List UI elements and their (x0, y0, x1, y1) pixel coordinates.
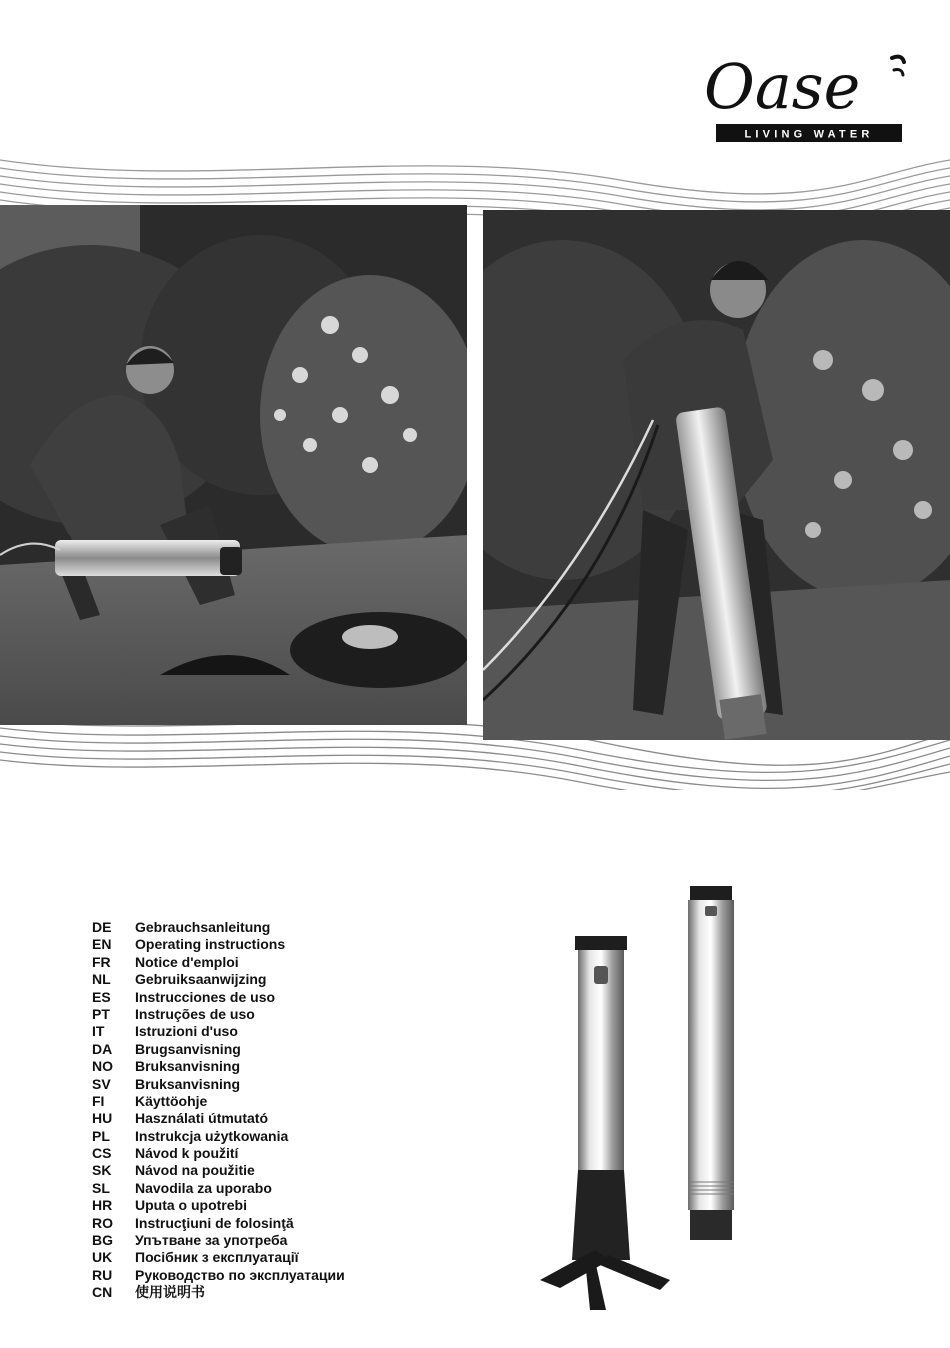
manual-title: Instrucciones de uso (135, 988, 276, 1005)
manual-title: Käyttöohje (135, 1092, 208, 1109)
language-code: HU (92, 1110, 113, 1127)
manual-title: Instrukcja użytkowania (135, 1127, 289, 1144)
language-row (92, 1232, 452, 1249)
language-row (92, 954, 452, 971)
language-code: CS (92, 1145, 112, 1162)
manual-title: Navodila za uporabo (135, 1179, 272, 1196)
language-row (92, 1249, 452, 1266)
language-row (92, 1215, 452, 1232)
language-row (92, 1197, 452, 1214)
manual-title: Brugsanvisning (135, 1040, 241, 1057)
manual-title: Посібник з експлуатації (135, 1249, 299, 1266)
manual-title: Gebruiksaanwijzing (135, 971, 267, 988)
language-code: DE (92, 919, 112, 935)
language-code: SK (92, 1162, 112, 1179)
language-row (92, 971, 452, 988)
language-row (92, 1041, 452, 1058)
manual-title: Bruksanvisning (135, 1058, 241, 1075)
language-row (92, 1110, 452, 1127)
language-code: SV (92, 1075, 111, 1092)
oase-logo (700, 40, 910, 150)
language-row (92, 1284, 452, 1301)
language-row (92, 1145, 452, 1162)
language-code: PT (92, 1005, 110, 1022)
manual-title: Instruções de uso (135, 1005, 255, 1022)
manual-title: Návod k použití (135, 1145, 239, 1162)
language-row (92, 1006, 452, 1023)
photo-man-lowering-pump (483, 210, 950, 740)
language-code: NO (92, 1058, 113, 1075)
language-code: ES (92, 988, 111, 1005)
pump-standalone (688, 886, 734, 1240)
language-code: SL (92, 1179, 110, 1196)
language-row (92, 1162, 452, 1179)
manual-title: Gebrauchsanleitung (135, 919, 271, 935)
manual-title: Упътване за употреба (135, 1232, 288, 1249)
language-row (92, 936, 452, 953)
language-code: RU (92, 1266, 113, 1283)
language-row (92, 1128, 452, 1145)
pump-with-stand (540, 936, 670, 1310)
language-code: NL (92, 971, 111, 988)
manual-title: Návod na použitie (135, 1162, 255, 1179)
manual-title: 使用说明书 (135, 1284, 205, 1301)
language-list (92, 919, 452, 1302)
photo-man-kneeling-with-pump (0, 205, 467, 725)
manual-title: Istruzioni d'uso (135, 1023, 238, 1040)
language-code: CN (92, 1284, 113, 1301)
language-code: HR (92, 1197, 113, 1214)
language-row (92, 989, 452, 1006)
logo-tagline: LIVING WATER (744, 128, 874, 141)
language-code: RO (92, 1214, 113, 1231)
logo-wordmark: Oase (704, 50, 861, 123)
language-row (92, 1180, 452, 1197)
manual-title: Instrucţiuni de folosinţă (135, 1214, 294, 1231)
language-code: FR (92, 953, 111, 970)
language-row (92, 1267, 452, 1284)
language-code: UK (92, 1249, 113, 1266)
manual-title: Bruksanvisning (135, 1075, 241, 1092)
manual-title: Notice d'emploi (135, 953, 239, 970)
language-code: IT (92, 1023, 105, 1040)
language-row (92, 919, 452, 936)
manual-title: Operating instructions (135, 936, 286, 953)
manual-title: Használati útmutató (135, 1110, 269, 1127)
language-row (92, 1058, 452, 1075)
language-row (92, 1093, 452, 1110)
pump-products-illustration (520, 870, 820, 1310)
language-code: DA (92, 1040, 113, 1057)
language-row (92, 1023, 452, 1040)
language-code: FI (92, 1092, 105, 1109)
language-row (92, 1076, 452, 1093)
language-code: PL (92, 1127, 110, 1144)
manual-title: Uputa o upotrebi (135, 1197, 247, 1214)
language-code: EN (92, 936, 112, 953)
manual-title: Руководство по эксплуатации (135, 1266, 345, 1283)
language-code: BG (92, 1232, 113, 1249)
